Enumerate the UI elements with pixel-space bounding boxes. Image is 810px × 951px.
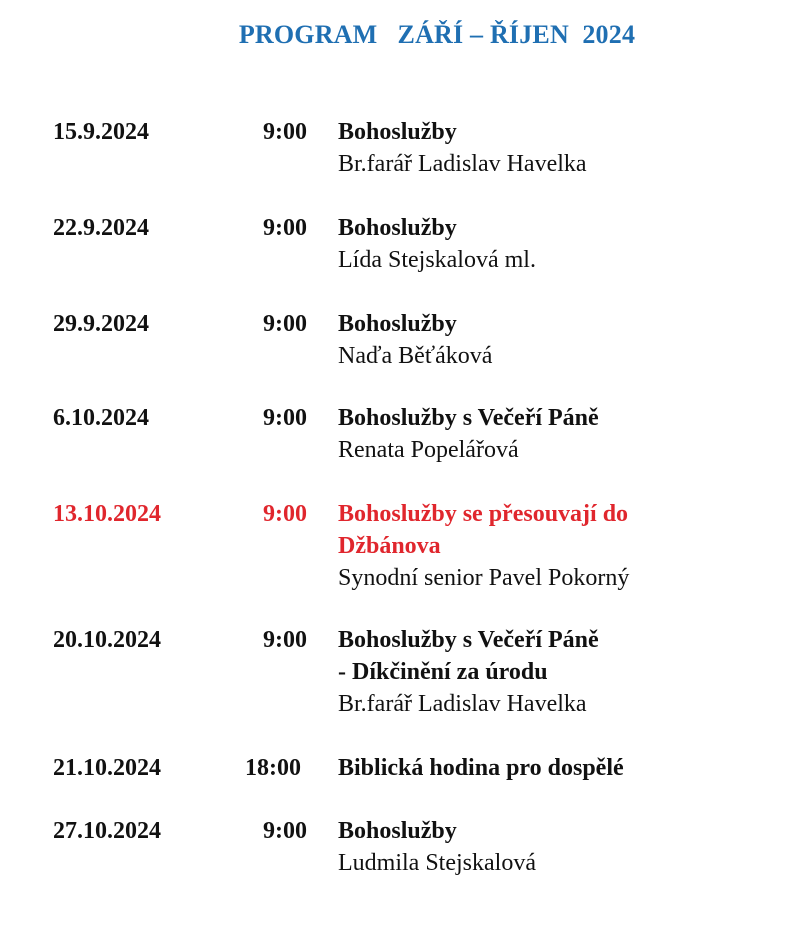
program-entry <box>0 752 810 815</box>
entry-person: Br.farář Ladislav Havelka <box>338 691 587 717</box>
program-entry <box>0 308 810 402</box>
entry-details <box>338 624 798 720</box>
entry-event: Biblická hodina pro dospělé <box>338 755 624 781</box>
entry-event: Bohoslužby <box>338 311 457 337</box>
entry-event: Bohoslužby <box>338 818 457 844</box>
entry-details <box>338 116 798 180</box>
entry-time: 9:00 <box>263 311 307 337</box>
entry-person: Lída Stejskalová ml. <box>338 247 536 273</box>
entry-person: Ludmila Stejskalová <box>338 850 536 876</box>
entry-event: Bohoslužby <box>338 119 457 145</box>
entry-date: 6.10.2024 <box>53 405 149 431</box>
program-entry-highlighted <box>0 498 810 624</box>
entry-event: Bohoslužby se přesouvají do Džbánova <box>338 501 629 559</box>
entry-time: 9:00 <box>263 215 307 241</box>
program-entry <box>0 212 810 308</box>
entry-event: Bohoslužby <box>338 215 457 241</box>
program-entry <box>0 402 810 498</box>
program-entry <box>0 116 810 212</box>
entry-date: 21.10.2024 <box>53 755 161 781</box>
entry-person: Br.farář Ladislav Havelka <box>338 151 587 177</box>
entry-date: 27.10.2024 <box>53 818 161 844</box>
entry-date: 20.10.2024 <box>53 627 161 653</box>
entry-date: 22.9.2024 <box>53 215 149 241</box>
entry-person: Renata Popelářová <box>338 437 519 463</box>
entry-details <box>338 212 798 276</box>
program-entry <box>0 815 810 879</box>
entry-time: 9:00 <box>263 405 307 431</box>
entry-event: Bohoslužby s Večeří Páně <box>338 405 599 431</box>
entry-time: 9:00 <box>263 501 307 527</box>
entry-time: 9:00 <box>263 818 307 844</box>
entry-date: 13.10.2024 <box>53 501 161 527</box>
program-entry <box>0 624 810 752</box>
entry-details <box>338 498 798 594</box>
entry-person: Synodní senior Pavel Pokorný <box>338 565 630 591</box>
entry-date: 29.9.2024 <box>53 311 149 337</box>
entry-time: 9:00 <box>263 627 307 653</box>
page-title: PROGRAM ZÁŘÍ – ŘÍJEN 2024 <box>238 20 636 49</box>
program-list <box>0 116 810 879</box>
entry-person: Naďa Běťáková <box>338 343 493 369</box>
entry-details <box>338 308 798 372</box>
entry-time: 18:00 <box>245 755 301 781</box>
entry-details <box>338 752 798 784</box>
entry-details <box>338 815 798 879</box>
entry-date: 15.9.2024 <box>53 119 149 145</box>
entry-event: Bohoslužby s Večeří Páně - Díkčinění za úrodu <box>338 627 599 685</box>
entry-time: 9:00 <box>263 119 307 145</box>
entry-details <box>338 402 798 466</box>
